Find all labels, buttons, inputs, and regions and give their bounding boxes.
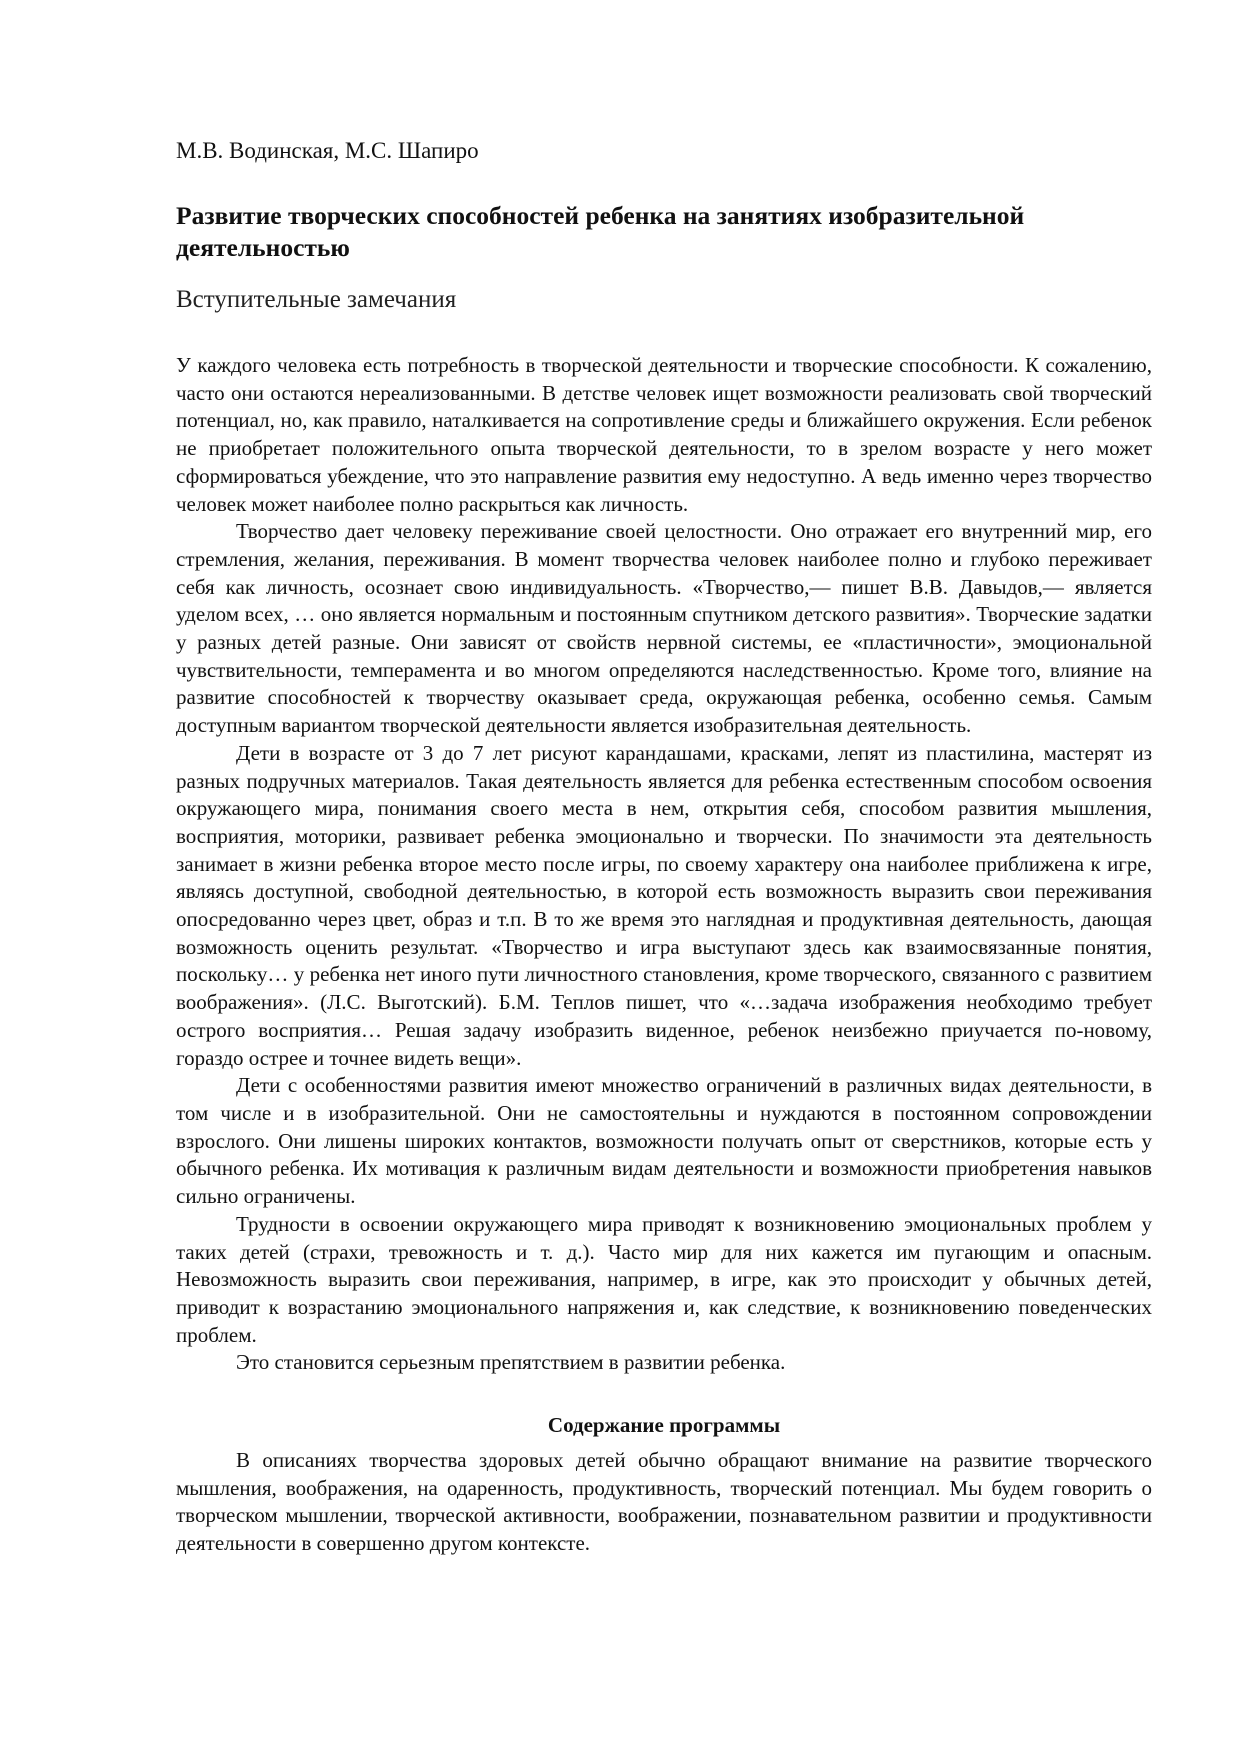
section-subtitle: Вступительные замечания — [176, 286, 457, 313]
paragraph: Это становится серьезным препятствием в развитии ребенка. — [236, 1350, 786, 1375]
paragraph: Творчество дает человеку переживание своей целостности. Оно отражает его внутренний мир, его стремления, желания, переживания. В момент творчества человек наиболее полно и глубоко переживает себя как личность, осознает свою индивидуальность. «Творчество,— пишет В.В. Давыдов,— является уделом всех, … оно является нормальным и постоянным спутником детского развития». Творческие задатки у разных детей разные. Они зависят от свойств нервной системы, ее «пластичности», эмоциональной чувствительности, темперамента и во многом определяются наследственностью. Кроме того, влияние на развитие способностей к творчеству оказывает среда, окружающая ребенка, особенно семья. Самым доступным вариантом творческой деятельности является изобразительная деятельность. — [176, 519, 1152, 738]
paragraph: У каждого человека есть потребность в творческой деятельности и творческие способности. К сожалению, часто они остаются нереализованными. В детстве человек ищет возможности реализовать свой творческий потенциал, но, как правило, наталкивается на сопротивление среды и ближайшего окружения. Если ребенок не приобретает положительного опыта творческой деятельности, то в зрелом возрасте у него может сформироваться убеждение, что это направление развития ему недоступно. А ведь именно через творчество человек может наиболее полно раскрыться как личность. — [176, 353, 1152, 516]
authors: М.В. Водинская, М.С. Шапиро — [176, 138, 479, 163]
paragraph: Дети в возрасте от 3 до 7 лет рисуют карандашами, красками, лепят из пластилина, мастерят из разных подручных материалов. Такая деятельность является для ребенка естественным способом освоения окружающего мира, понимания своего места в нем, открытия себя, способом развития мышления, восприятия, моторики, развивает ребенка эмоционально и творчески. По значимости эта деятельность занимает в жизни ребенка второе место после игры, по своему характеру она наиболее приближена к игре, являясь доступной, свободной деятельностью, в которой есть возможность выразить свои переживания опосредованно через цвет, образ и т.п. В то же время это наглядная и продуктивная деятельность, дающая возможность оценить результат. «Творчество и игра выступают здесь как взаимосвязанные понятия, поскольку… у ребенка нет иного пути личностного становления, кроме творческого, связанного с развитием воображения». (Л.С. Выготский). Б.М. Теплов пишет, что «…задача изображения необходимо требует острого восприятия… Решая задачу изобразить виденное, ребенок неизбежно приучается по-новому, гораздо острее и точнее видеть вещи». — [176, 740, 1152, 1070]
paragraph: Дети с особенностями развития имеют множество ограничений в различных видах деятельности, в том числе и в изобразительной. Они не самостоятельны и нуждаются в постоянном сопровождении взрослого. Они лишены широких контактов, возможности получать опыт от сверстников, которые есть у обычного ребенка. Их мотивация к различным видам деятельности и возможности приобретения навыков сильно ограничены. — [176, 1073, 1152, 1209]
paragraph: В описаниях творчества здоровых детей обычно обращают внимание на развитие творческого мышления, воображения, на одаренность, продуктивность, творческий потенциал. Мы будем говорить о творческом мышлении, творческой активности, воображении, познавательном развитии и продуктивности деятельности в совершенно другом контексте. — [176, 1448, 1152, 1556]
body-text — [176, 352, 1152, 1558]
document-title: Развитие творческих способностей ребенка на занятиях изобразительной деятельностью — [176, 201, 1025, 262]
section-heading: Содержание программы — [547, 1413, 781, 1438]
paragraph: Трудности в освоении окружающего мира приводят к возникновению эмоциональных проблем у таких детей (страхи, тревожность и т. д.). Часто мир для них кажется им пугающим и опасным. Невозможность выразить свои переживания, например, в игре, как это происходит у обычных детей, приводит к возрастанию эмоционального напряжения и, как следствие, к возникновению поведенческих проблем. — [176, 1211, 1152, 1347]
